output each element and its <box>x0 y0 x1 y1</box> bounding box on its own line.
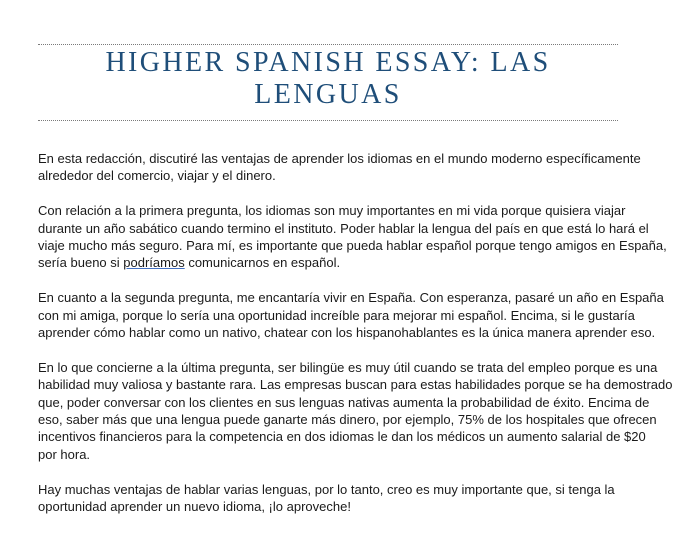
essay-title <box>38 47 618 111</box>
paragraph-first-question <box>38 202 667 272</box>
text-line: eso, saber más que una lengua puede ganarte más dinero, por ejemplo, 75% de los hospitales que ofrecen <box>38 412 657 428</box>
text-line: por hora. <box>38 446 91 462</box>
text-line: incentivos financieros para la competencia en dos idiomas le dan los médicos un aumento salarial de $20 <box>38 429 646 445</box>
essay-body <box>38 150 673 533</box>
text-line: habilidad muy valiosa y bastante rara. Las empresas buscan para estas habilidades porque se ha demostrado <box>38 377 673 393</box>
text-fragment: sería bueno si <box>38 255 124 271</box>
title-line: LENGUAS <box>254 79 402 110</box>
text-line <box>38 254 638 271</box>
paragraph-conclusion <box>38 481 638 516</box>
text-line: con mi amiga, porque lo sería una oportunidad increíble para mejorar mi español. Encima, si le gustaría <box>38 307 635 323</box>
title-line: HIGHER SPANISH ESSAY: LAS <box>105 47 551 78</box>
text-line: En lo que concierne a la última pregunta, ser bilingüe es muy útil cuando se trata del empleo porque es una <box>38 359 658 375</box>
paragraph-last-question <box>38 359 673 463</box>
text-line: que, poder conversar con los clientes en sus lenguas nativas aumenta la probabilidad de éxito. Encima de <box>38 394 650 410</box>
paragraph-second-question <box>38 289 664 341</box>
text-fragment: comunicarnos en español. <box>184 255 341 271</box>
text-line: oportunidad aprender un nuevo idioma, ¡lo aproveche! <box>38 499 351 515</box>
text-line: En esta redacción, discutiré las ventajas de aprender los idiomas en el mundo moderno específicamente <box>38 151 641 166</box>
text-line: aprender cómo hablar como un nativo, chatear con los hispanohablantes es la única manera aprender eso. <box>38 325 656 341</box>
text-line: Hay muchas ventajas de hablar varias lenguas, por lo tanto, creo es muy importante que, si tenga la <box>38 481 615 497</box>
text-line: viaje mucho más seguro. Para mí, es importante que pueda hablar español porque tengo amigos en España, <box>38 238 667 254</box>
text-line: alrededor del comercio, viajar y el dinero. <box>38 168 276 184</box>
text-line: En cuanto a la segunda pregunta, me encantaría vivir en España. Con esperanza, pasaré un año en España <box>38 290 664 306</box>
text-line: Con relación a la primera pregunta, los idiomas son muy importantes en mi vida porque quisiera viajar <box>38 203 626 219</box>
title-block <box>38 44 618 121</box>
text-line: durante un año sabático cuando termino el instituto. Poder hablar la lengua del país en que está lo hará el <box>38 220 649 236</box>
paragraph-intro <box>38 150 641 185</box>
grammar-flagged-word[interactable]: podríamos <box>123 255 185 271</box>
